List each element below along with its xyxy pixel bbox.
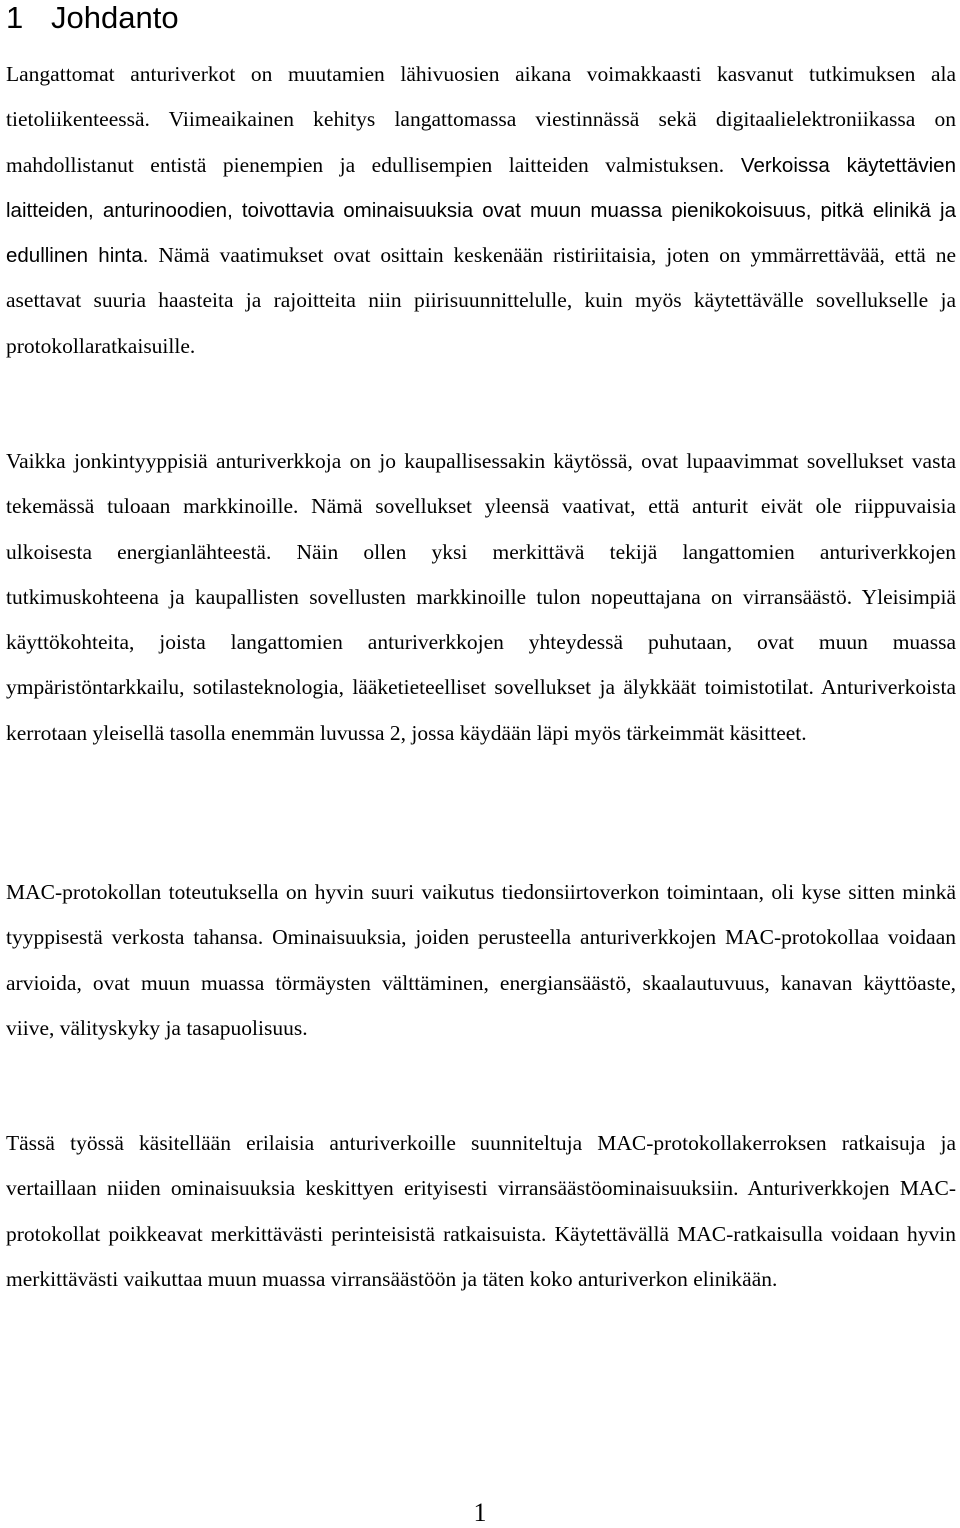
paragraph-4-sentence-1: Tässä työssä käsitellään erilaisia anturiverkoille suunniteltuja MAC-protokollakerroksen ratkaisuja ja vertaillaan niiden ominaisuuksia keskittyen erityisesti virransäästöominaisuuksiin. <box>6 1131 956 1201</box>
paragraph-1 <box>6 52 956 369</box>
section-number: 1 <box>6 0 24 35</box>
paragraph-3-sentence-2: Ominaisuuksia, joiden perusteella anturiverkkojen MAC-protokollaa voidaan arvioida, ovat muun muassa törmäysten välttäminen, energiansäästö, skaalautuvuus, kanavan käyttöaste, viive, välityskyky ja tasapuolisuus. <box>6 925 956 1040</box>
paragraph-3 <box>6 870 956 1051</box>
paragraph-2 <box>6 439 956 756</box>
paragraph-1-sentence-1: Langattomat anturiverkot on muutamien lähivuosien aikana voimakkaasti kasvanut tutkimuksen ala tietoliikenteessä. <box>6 62 956 132</box>
paragraph-4-sentence-2: Anturiverkkojen MAC-protokollat poikkeavat merkittävästi perinteisistä ratkaisuista. <box>6 1176 956 1246</box>
section-title: Johdanto <box>51 0 179 35</box>
paragraph-4 <box>6 1121 956 1302</box>
paragraph-2-sentence-4: Yleisimpiä käyttökohteita, joista langattomien anturiverkkojen yhteydessä puhutaan, ovat muun muassa ympäristöntarkkailu, sotilasteknologia, lääketieteelliset sovellukset ja älykkäät toimistotilat. <box>6 584 956 700</box>
paragraph-1-sentence-4: Nämä vaatimukset ovat osittain keskenään ristiriitaisia, joten on ymmärrettävää, että ne asettavat suuria haasteita ja rajoitteita niin piirisuunnittelulle, kuin myös käytettävälle sovellukselle ja protokollaratkaisuille. <box>6 243 956 358</box>
page-number: 1 <box>473 1498 487 1527</box>
paragraph-2-sentence-1: Vaikka jonkintyyppisiä anturiverkkoja on jo kaupallisessakin käytössä, ovat lupaavimmat sovellukset vasta tekemässä tuloaan markkinoille. <box>6 449 956 519</box>
paragraph-2-sentence-2: Nämä sovellukset yleensä vaativat, että anturit eivät ole riippuvaisia ulkoisesta energianlähteestä. <box>6 494 956 564</box>
paragraph-1-sentence-2: Viimeaikainen kehitys langattomassa viestinnässä sekä digitaalielektroniikassa on mahdollistanut entistä pienempien ja edullisempien laitteiden valmistuksen. <box>6 107 956 177</box>
paragraph-2-sentence-3: Näin ollen yksi merkittävä tekijä langattomien anturiverkkojen tutkimuskohteena ja kaupallisten sovellusten markkinoille tulon nopeuttajana on virransäästö. <box>6 539 956 609</box>
paragraph-4-sentence-3: Käytettävällä MAC-ratkaisulla voidaan hyvin merkittävästi vaikuttaa muun muassa virransäästöön ja täten koko anturiverkon elinikään. <box>6 1221 956 1291</box>
paragraph-1-sentence-3: Verkoissa käytettävien laitteiden, anturinoodien, toivottavia ominaisuuksia ovat muun muassa pienikokoisuus, pitkä elinikä ja edullinen hinta. <box>6 153 956 268</box>
section-heading <box>6 0 179 38</box>
paragraph-3-sentence-1: MAC-protokollan toteutuksella on hyvin suuri vaikutus tiedonsiirtoverkon toimintaan, oli kyse sitten minkä tyyppisestä verkosta tahansa. <box>6 880 956 950</box>
paragraph-2-sentence-5: Anturiverkoista kerrotaan yleisellä tasolla enemmän luvussa 2, jossa käydään läpi myös tärkeimmät käsitteet. <box>6 675 956 745</box>
